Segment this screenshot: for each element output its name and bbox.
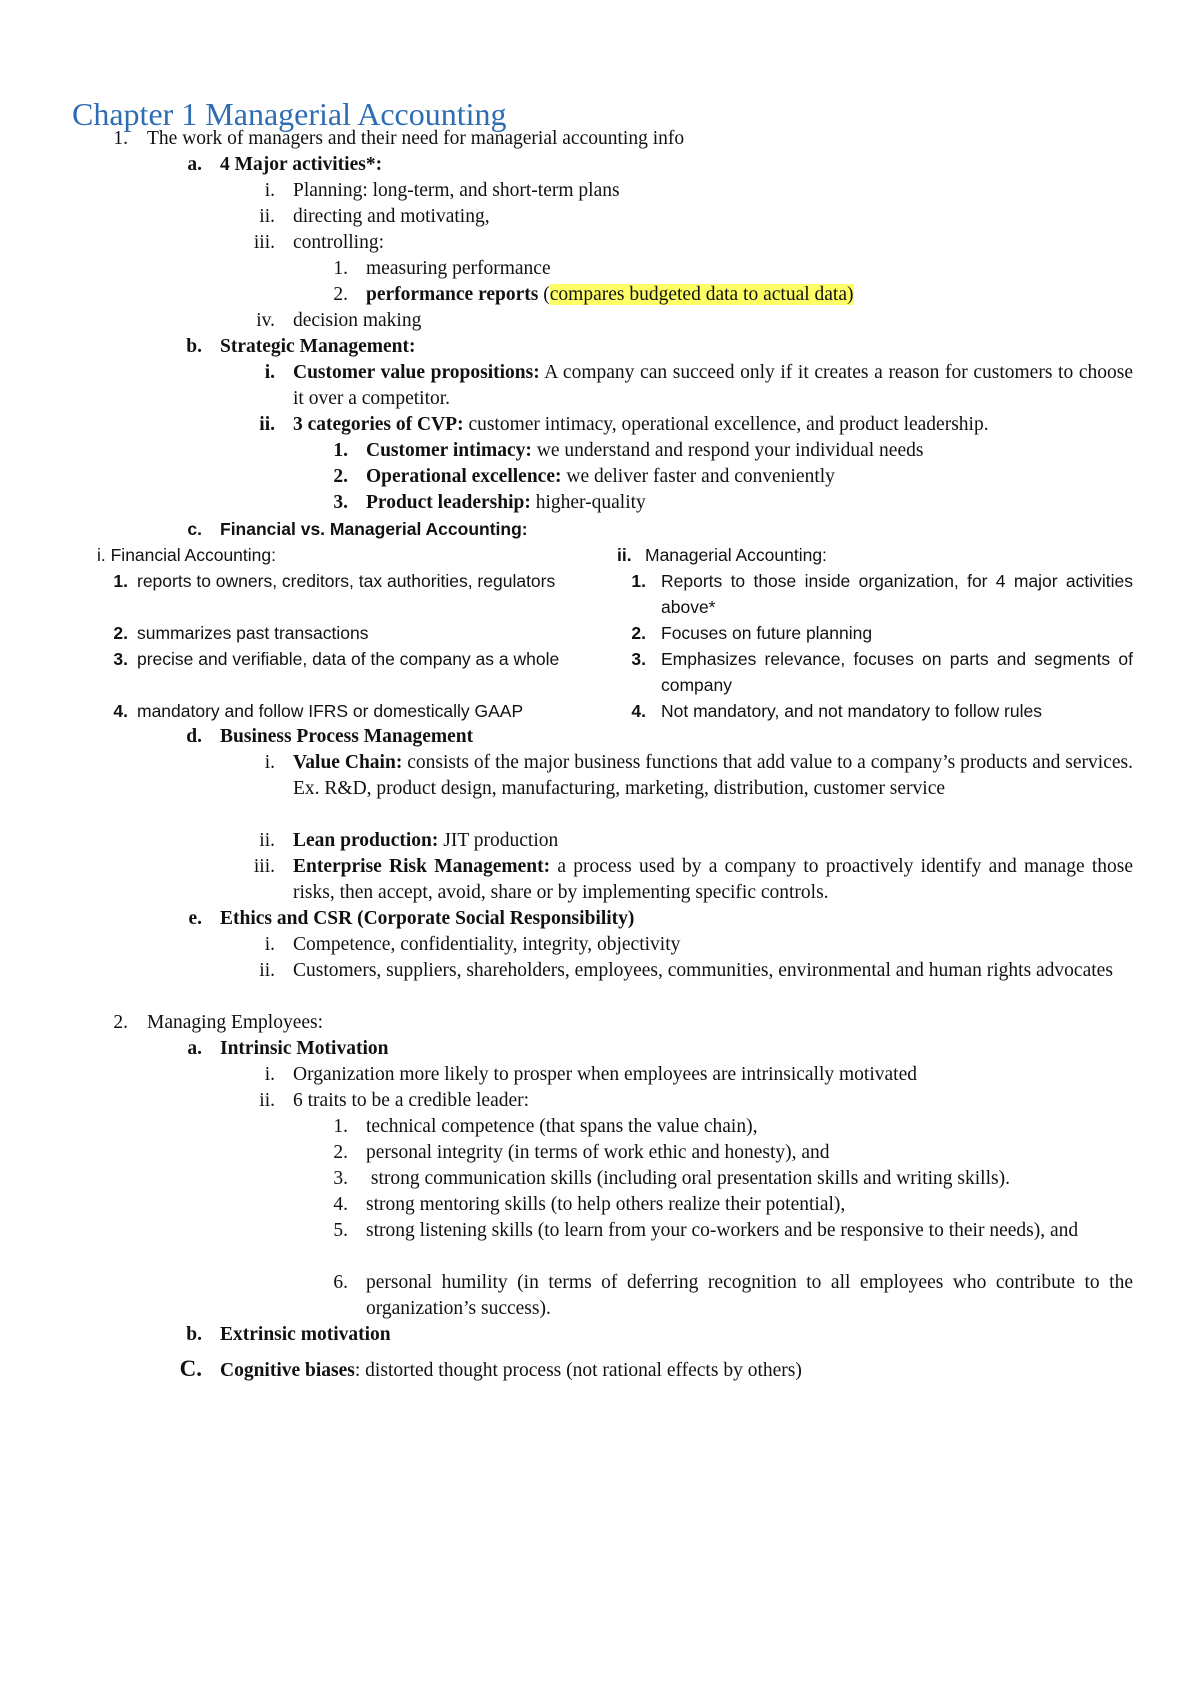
- list-item: [220, 1358, 802, 1384]
- bold-term: Enterprise Risk Management:: [293, 856, 551, 877]
- subsection-heading: Extrinsic motivation: [220, 1324, 391, 1345]
- list-marker: ii.: [259, 414, 275, 435]
- list-item: decision making: [293, 310, 422, 331]
- list-marker: 4.: [113, 701, 128, 721]
- list-item: directing and motivating,: [293, 206, 490, 227]
- list-item: summarizes past transactions: [137, 623, 369, 643]
- list-item: personal humility (in terms of deferring recognition to all employees who contribute to the organization’s success).: [366, 1272, 1133, 1319]
- list-marker: i.: [264, 1064, 275, 1085]
- list-marker: 1.: [113, 571, 128, 591]
- list-item: Reports to those inside organization, for 4 major activities above*: [661, 571, 1133, 617]
- text-run: higher-quality: [530, 492, 646, 513]
- list-marker: c.: [187, 519, 202, 539]
- list-marker: 4.: [333, 1194, 348, 1215]
- list-item: [293, 750, 1133, 802]
- subsection-heading: Ethics and CSR (Corporate Social Responsibility): [220, 908, 635, 929]
- bold-term: Customer value propositions:: [293, 362, 540, 383]
- subsection-heading: Strategic Management:: [220, 336, 416, 357]
- list-item: Planning: long-term, and short-term plans: [293, 180, 620, 201]
- column-heading-managerial: Managerial Accounting:: [645, 545, 827, 565]
- list-marker: 1.: [113, 128, 128, 149]
- list-item: controlling:: [293, 232, 384, 253]
- bold-term: Value Chain:: [293, 752, 403, 773]
- list-marker: b.: [186, 336, 202, 357]
- list-marker: i.: [264, 934, 275, 955]
- list-marker: d.: [186, 726, 202, 747]
- list-item: [366, 490, 646, 516]
- list-marker: 1.: [333, 258, 348, 279]
- list-marker: 2.: [113, 1012, 128, 1033]
- list-item: Not mandatory, and not mandatory to follow rules: [661, 701, 1042, 721]
- list-marker: 2.: [113, 623, 128, 643]
- text-run: A company can succeed only if it creates a reason for customers to choose it over a competitor.: [293, 362, 1133, 409]
- list-item: Organization more likely to prosper when employees are intrinsically motivated: [293, 1064, 917, 1085]
- list-marker: b.: [186, 1324, 202, 1345]
- subsection-heading: Business Process Management: [220, 726, 474, 747]
- list-item: precise and verifiable, data of the company as a whole: [137, 649, 560, 669]
- list-marker: 3.: [333, 1168, 348, 1189]
- list-marker: 1.: [333, 440, 348, 461]
- subsection-heading: Intrinsic Motivation: [220, 1038, 389, 1059]
- list-marker: i.: [264, 362, 275, 383]
- list-marker: e.: [188, 908, 202, 929]
- list-marker: 1.: [333, 1116, 348, 1137]
- list-marker: ii.: [259, 830, 275, 851]
- text-run: (: [538, 284, 550, 305]
- list-marker: 2.: [333, 284, 348, 305]
- list-marker: 2.: [333, 466, 348, 487]
- list-item: strong mentoring skills (to help others realize their potential),: [366, 1194, 846, 1215]
- list-item: [293, 854, 1133, 906]
- section-heading: The work of managers and their need for managerial accounting info: [147, 128, 685, 149]
- list-item: strong listening skills (to learn from your co-workers and be responsive to their needs), and: [366, 1220, 1079, 1241]
- subsection-heading: 4 Major activities*:: [220, 154, 383, 175]
- list-marker: i.: [264, 180, 275, 201]
- text-run: we understand and respond your individual needs: [531, 440, 924, 461]
- list-item: measuring performance: [366, 258, 551, 279]
- list-marker: 2.: [631, 623, 646, 643]
- list-marker: 3.: [631, 649, 646, 669]
- highlighted-text: compares budgeted data to actual data): [549, 284, 854, 305]
- bold-term: Operational excellence:: [366, 466, 562, 487]
- list-item: personal integrity (in terms of work ethic and honesty), and: [366, 1142, 830, 1163]
- text-run: we deliver faster and conveniently: [561, 466, 835, 487]
- text-run: customer intimacy, operational excellence, and product leadership.: [463, 414, 989, 435]
- section-heading: Managing Employees:: [147, 1012, 324, 1033]
- list-marker: 3.: [113, 649, 128, 669]
- list-marker: iii.: [253, 856, 275, 877]
- list-item: [366, 438, 923, 464]
- list-item: [293, 412, 989, 438]
- list-marker: C.: [179, 1356, 202, 1381]
- list-marker: 6.: [333, 1272, 348, 1293]
- list-marker: ii.: [259, 1090, 275, 1111]
- list-marker: 2.: [333, 1142, 348, 1163]
- list-marker: ii.: [259, 206, 275, 227]
- list-marker: 4.: [631, 701, 646, 721]
- list-item: Competence, confidentiality, integrity, objectivity: [293, 934, 681, 955]
- list-marker: ii.: [617, 545, 632, 565]
- list-marker: iii.: [253, 232, 275, 253]
- list-item: [366, 464, 835, 490]
- list-marker: 3.: [333, 492, 348, 513]
- list-item: reports to owners, creditors, tax authorities, regulators: [137, 571, 556, 591]
- list-marker: a.: [187, 1038, 202, 1059]
- list-item: [293, 828, 558, 854]
- list-item: Emphasizes relevance, focuses on parts and segments of company: [661, 649, 1133, 695]
- text-run: consists of the major business functions that add value to a company’s products and services. Ex. R&D, product design, manufacturing, marketing, distribution, customer service: [293, 752, 1133, 799]
- list-marker: 5.: [333, 1220, 348, 1241]
- list-marker: 1.: [631, 571, 646, 591]
- bold-term: 3 categories of CVP:: [293, 414, 464, 435]
- bold-term: Product leadership:: [366, 492, 531, 513]
- text-run: : distorted thought process (not rational effects by others): [354, 1360, 802, 1381]
- page-title: Chapter 1 Managerial Accounting: [72, 96, 507, 132]
- list-item: [366, 282, 854, 308]
- list-item: Focuses on future planning: [661, 623, 873, 643]
- text-run: a process used by a company to proactively identify and manage those risks, then accept, avoid, share or by implementing specific controls.: [293, 856, 1133, 903]
- list-item: technical competence (that spans the value chain),: [366, 1116, 758, 1137]
- list-marker: i.: [264, 752, 275, 773]
- bold-term: performance reports: [366, 284, 539, 305]
- list-marker: iv.: [256, 310, 275, 331]
- text-run: JIT production: [438, 830, 559, 851]
- bold-term: Lean production:: [293, 830, 439, 851]
- subsection-heading: Financial vs. Managerial Accounting:: [220, 519, 528, 539]
- list-marker: a.: [187, 154, 202, 175]
- list-marker: ii.: [259, 960, 275, 981]
- list-item: [293, 360, 1133, 412]
- list-item: mandatory and follow IFRS or domestically GAAP: [137, 701, 524, 721]
- bold-term: Cognitive biases: [220, 1360, 355, 1381]
- bold-term: Customer intimacy:: [366, 440, 532, 461]
- list-item: Customers, suppliers, shareholders, employees, communities, environmental and human rights advocates: [293, 960, 1113, 981]
- column-heading-financial: i. Financial Accounting:: [97, 545, 276, 565]
- list-item: strong communication skills (including oral presentation skills and writing skills).: [366, 1168, 1010, 1189]
- list-item: 6 traits to be a credible leader:: [293, 1090, 530, 1111]
